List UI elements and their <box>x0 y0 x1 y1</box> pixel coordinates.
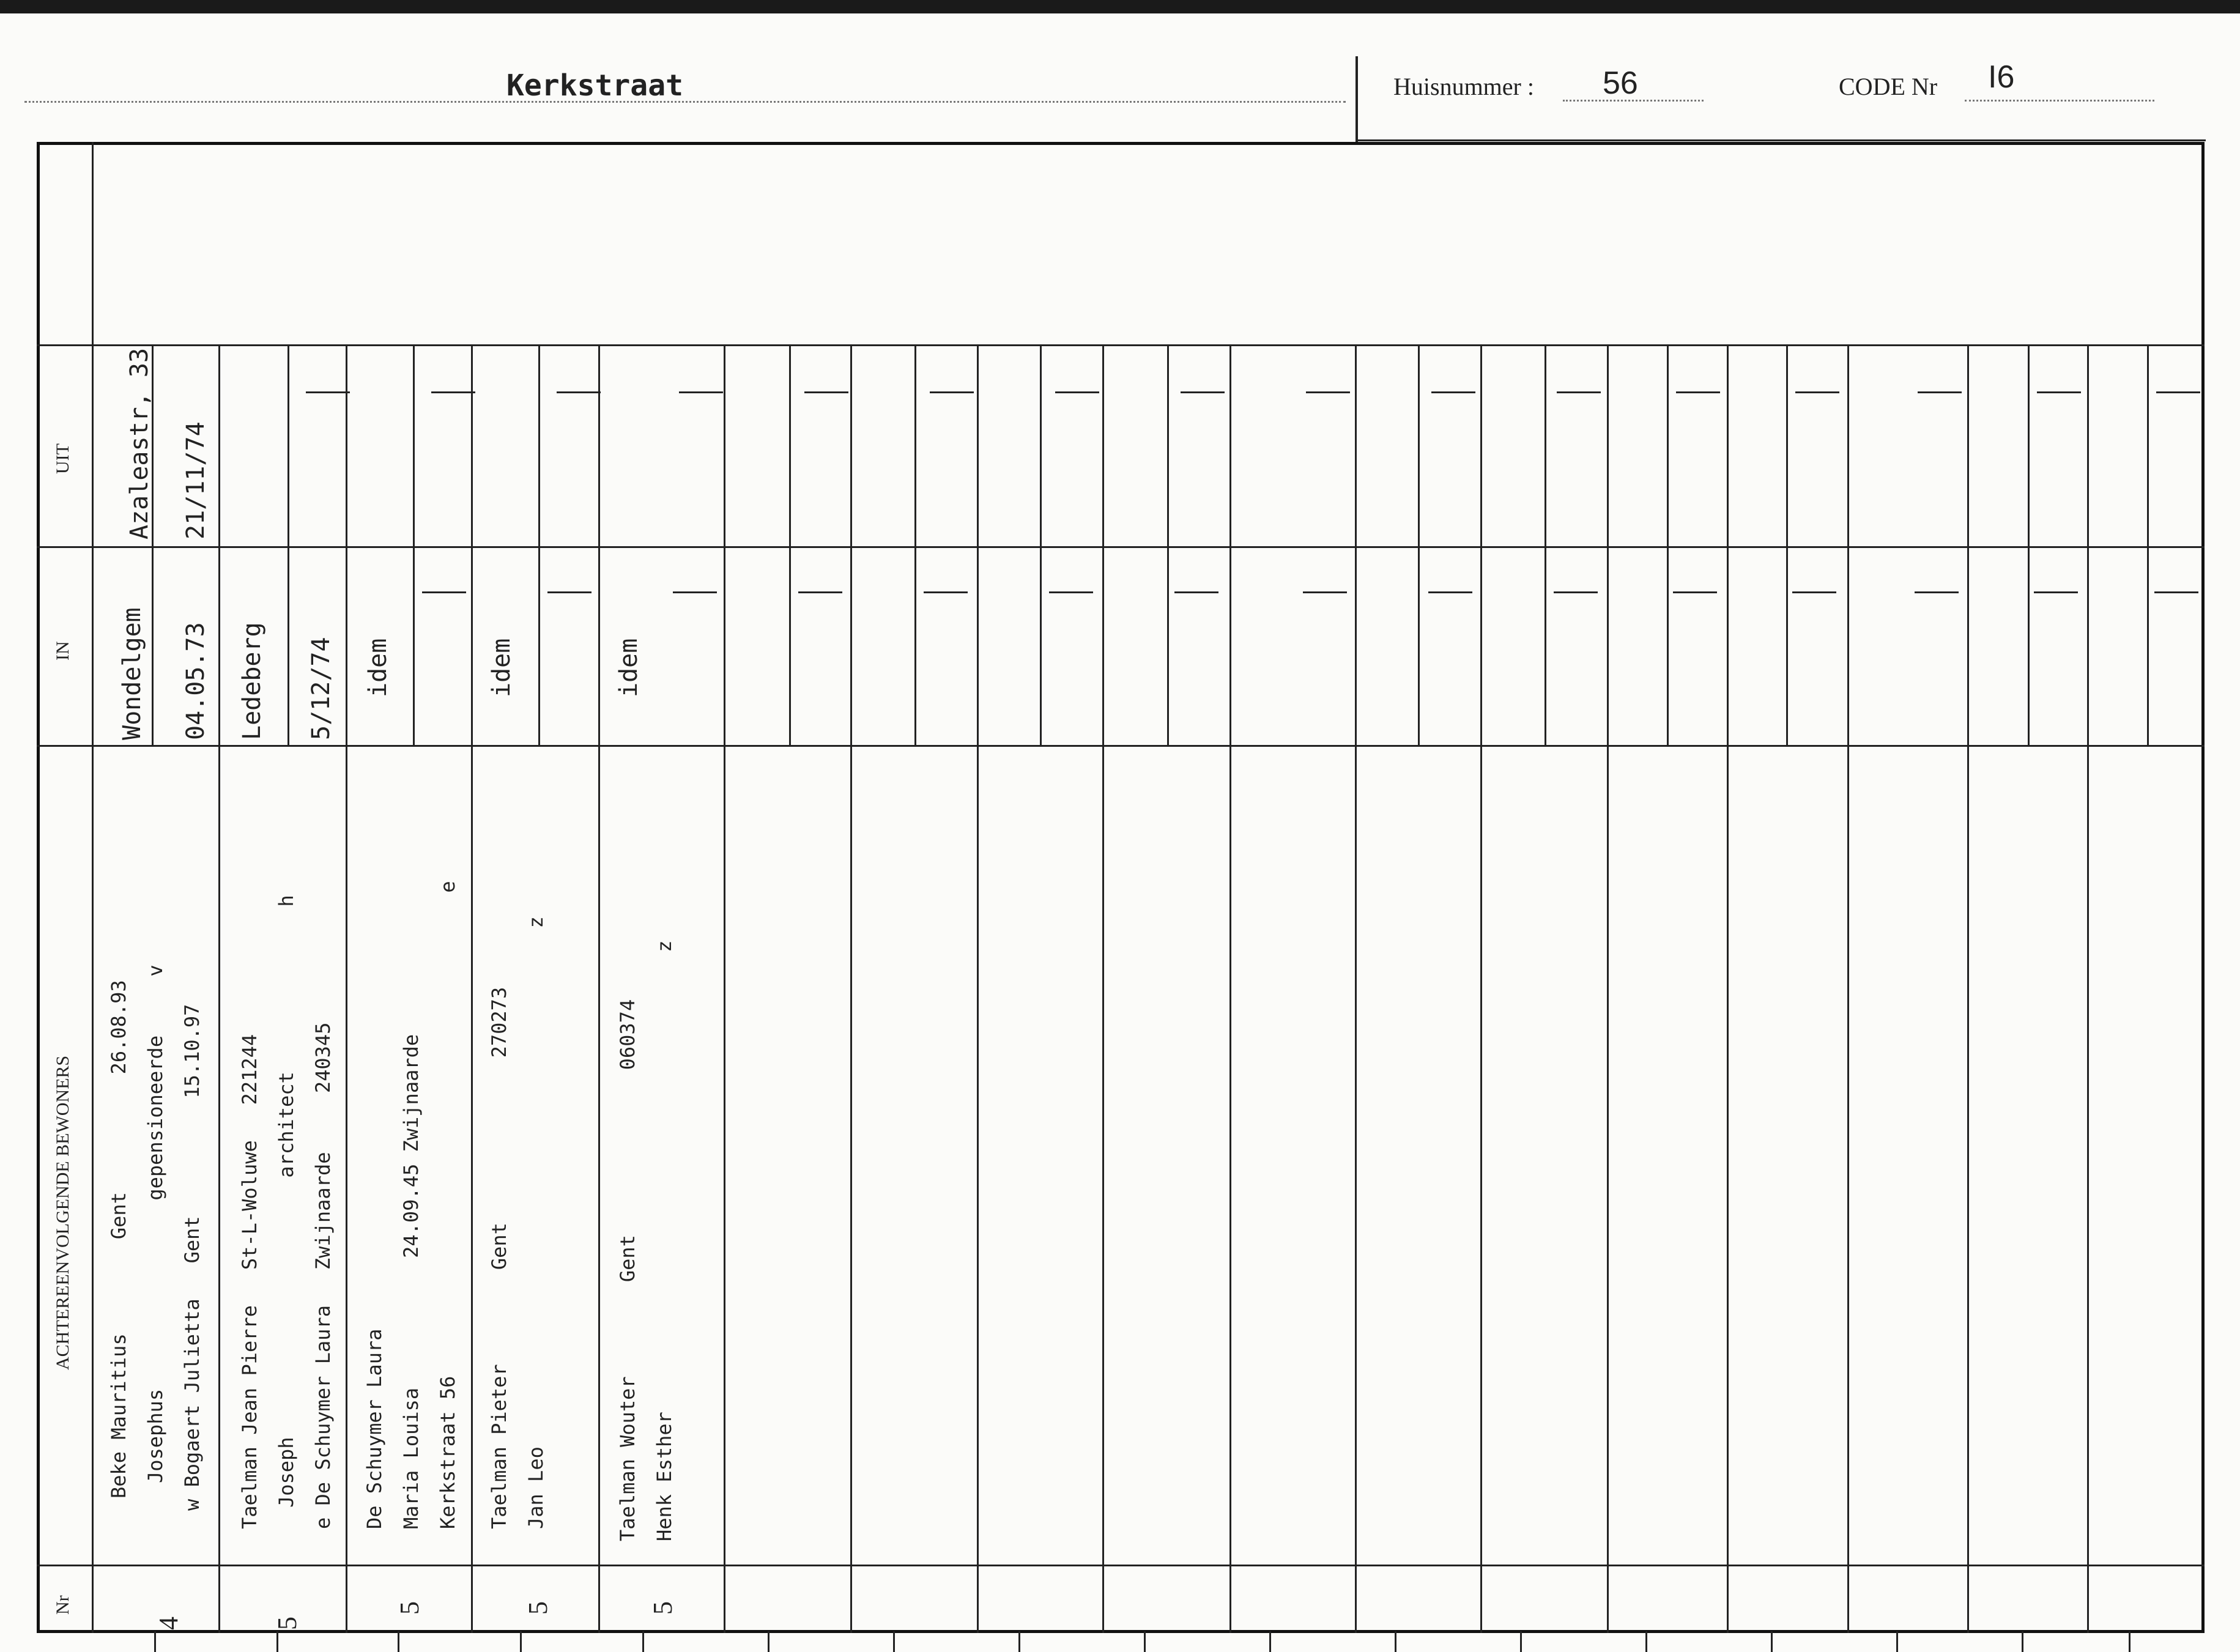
uit-band-top <box>37 344 2205 346</box>
sub-sep-8 <box>1167 344 1169 745</box>
in-dash <box>1554 591 1598 593</box>
uit-dash <box>679 391 723 393</box>
in-dash <box>924 591 968 593</box>
in-dash <box>1428 591 1472 593</box>
sub-sep-7 <box>1040 344 1042 745</box>
col-sep-16 <box>2087 344 2089 1633</box>
col-sep-2 <box>346 344 347 1633</box>
col-sep-4 <box>598 344 600 1633</box>
bewoner-line: Maria Louisa 24.09.45 Zwijnaarde <box>399 1034 423 1529</box>
bottom-tick <box>1395 1631 1396 1652</box>
col-sep-14 <box>1847 344 1849 1633</box>
bewoner-line: De Schuymer Laura <box>363 1328 386 1529</box>
bottom-tick <box>276 1631 278 1652</box>
header-bottom-line <box>1355 139 2206 141</box>
sub-sep-14 <box>2147 344 2149 745</box>
sub-sep-4 <box>538 344 540 745</box>
in-dash <box>1174 591 1218 593</box>
sub-sep-12 <box>1786 344 1788 745</box>
sub-sep-5 <box>789 344 791 745</box>
sub-sep-6 <box>914 344 916 745</box>
uit-dash <box>930 391 974 393</box>
in-date: 5/12/74 <box>307 637 335 740</box>
uit-dash <box>306 391 350 393</box>
in-place: idem <box>488 638 516 697</box>
bewoner-line: w Bogaert Julietta Gent 15.10.97 <box>180 1004 204 1511</box>
bottom-tick <box>1269 1631 1271 1652</box>
huisnummer-value: 56 <box>1603 65 1638 101</box>
col-sep-3 <box>471 344 473 1633</box>
street-dotted-line <box>24 101 1346 103</box>
in-dash <box>673 591 717 593</box>
bewoner-line: Josephus gepensioneerde v <box>144 965 167 1483</box>
uit-date: 21/11/74 <box>182 421 210 539</box>
uit-dash <box>1055 391 1099 393</box>
sub-sep-2 <box>287 344 289 745</box>
code-value: I6 <box>1988 59 2015 95</box>
bottom-tick <box>642 1631 644 1652</box>
col-sep-6 <box>850 344 852 1633</box>
in-dash <box>2154 591 2198 593</box>
bewoners-column-label: ACHTEREENVOLGENDE BEWONERS <box>53 1055 73 1370</box>
bottom-tick <box>154 1631 156 1652</box>
nr-value: 5 <box>395 1601 425 1615</box>
bottom-tick <box>768 1631 770 1652</box>
bewoner-line: Kerkstraat 56 e <box>436 881 459 1529</box>
bewoner-line: Taelman Wouter Gent 060374 <box>616 999 639 1541</box>
bewoner-line: Joseph architect h <box>275 895 298 1508</box>
in-band-top <box>37 546 2205 548</box>
register-table <box>37 142 2205 1633</box>
bottom-tick <box>2022 1631 2023 1652</box>
uit-dash <box>1795 391 1839 393</box>
bottom-tick <box>1018 1631 1020 1652</box>
uit-dash <box>2156 391 2200 393</box>
nr-value: 4 <box>154 1617 184 1630</box>
in-dash <box>1792 591 1836 593</box>
scan-top-band <box>0 0 2240 13</box>
code-dotted-line <box>1965 100 2154 102</box>
bottom-tick <box>1896 1631 1898 1652</box>
uit-dash <box>804 391 848 393</box>
nr-column-label: Nr <box>53 1595 73 1615</box>
bewoner-line: Taelman Jean Pierre St-L-Woluwe 221244 <box>238 1034 261 1529</box>
col-sep-11 <box>1480 344 1482 1633</box>
uit-dash <box>2037 391 2081 393</box>
in-dash <box>547 591 592 593</box>
in-date: 04.05.73 <box>182 622 210 740</box>
uit-dash <box>1431 391 1475 393</box>
uit-place: Azaleastr, 33 <box>125 347 154 539</box>
nr-value: 5 <box>648 1601 678 1615</box>
uit-dash <box>1306 391 1350 393</box>
in-dash <box>2034 591 2078 593</box>
sub-sep-11 <box>1667 344 1669 745</box>
sub-sep-3 <box>413 344 415 745</box>
sub-sep-9 <box>1418 344 1420 745</box>
in-dash <box>1673 591 1717 593</box>
in-dash <box>1303 591 1347 593</box>
bewoner-line: Taelman Pieter Gent 270273 <box>488 987 511 1529</box>
code-label: CODE Nr <box>1839 73 1938 100</box>
col-sep-7 <box>977 344 979 1633</box>
bewoner-line: Jan Leo z <box>524 916 547 1529</box>
bewoner-line: Beke Mauritius Gent 26.08.93 <box>107 980 130 1498</box>
bottom-tick <box>520 1631 522 1652</box>
col-sep-8 <box>1102 344 1104 1633</box>
nr-band-top <box>37 1565 2205 1566</box>
uit-dash <box>1181 391 1225 393</box>
col-sep-13 <box>1727 344 1729 1633</box>
uit-dash <box>557 391 601 393</box>
header-column-border <box>92 142 94 1633</box>
in-dash <box>798 591 842 593</box>
col-sep-10 <box>1355 344 1357 1633</box>
bottom-tick <box>1520 1631 1522 1652</box>
bottom-tick <box>893 1631 895 1652</box>
huisnummer-label: Huisnummer : <box>1393 73 1534 100</box>
in-dash <box>1049 591 1093 593</box>
street-name: Kerkstraat <box>506 69 683 103</box>
uit-dash <box>1676 391 1720 393</box>
nr-value: 5 <box>523 1601 553 1615</box>
col-sep-12 <box>1607 344 1609 1633</box>
bottom-tick <box>2129 1631 2131 1652</box>
sub-sep-13 <box>2028 344 2030 745</box>
uit-dash <box>1557 391 1601 393</box>
nr-value: 5 <box>272 1617 302 1630</box>
bottom-tick <box>1144 1631 1146 1652</box>
col-sep-9 <box>1229 344 1231 1633</box>
col-sep-15 <box>1967 344 1969 1633</box>
bewoners-band-top <box>37 745 2205 747</box>
in-place: Ledeberg <box>238 622 266 740</box>
uit-column-label: UIT <box>53 443 73 474</box>
sub-sep-10 <box>1545 344 1546 745</box>
in-dash <box>422 591 466 593</box>
in-dash <box>1915 591 1959 593</box>
col-sep-1 <box>218 344 220 1633</box>
uit-dash <box>431 391 475 393</box>
header-divider <box>1355 56 1358 142</box>
bewoner-line: e De Schuymer Laura Zwijnaarde 240345 <box>311 1022 335 1529</box>
bottom-tick <box>1645 1631 1647 1652</box>
in-column-label: IN <box>53 641 73 661</box>
in-place: Wondelgem <box>118 607 146 740</box>
bottom-tick <box>1771 1631 1773 1652</box>
uit-dash <box>1918 391 1962 393</box>
bewoner-line: Henk Esther z <box>653 940 676 1541</box>
bottom-tick <box>398 1631 399 1652</box>
in-place: idem <box>615 638 643 697</box>
in-place: idem <box>364 638 392 697</box>
col-sep-5 <box>724 344 725 1633</box>
